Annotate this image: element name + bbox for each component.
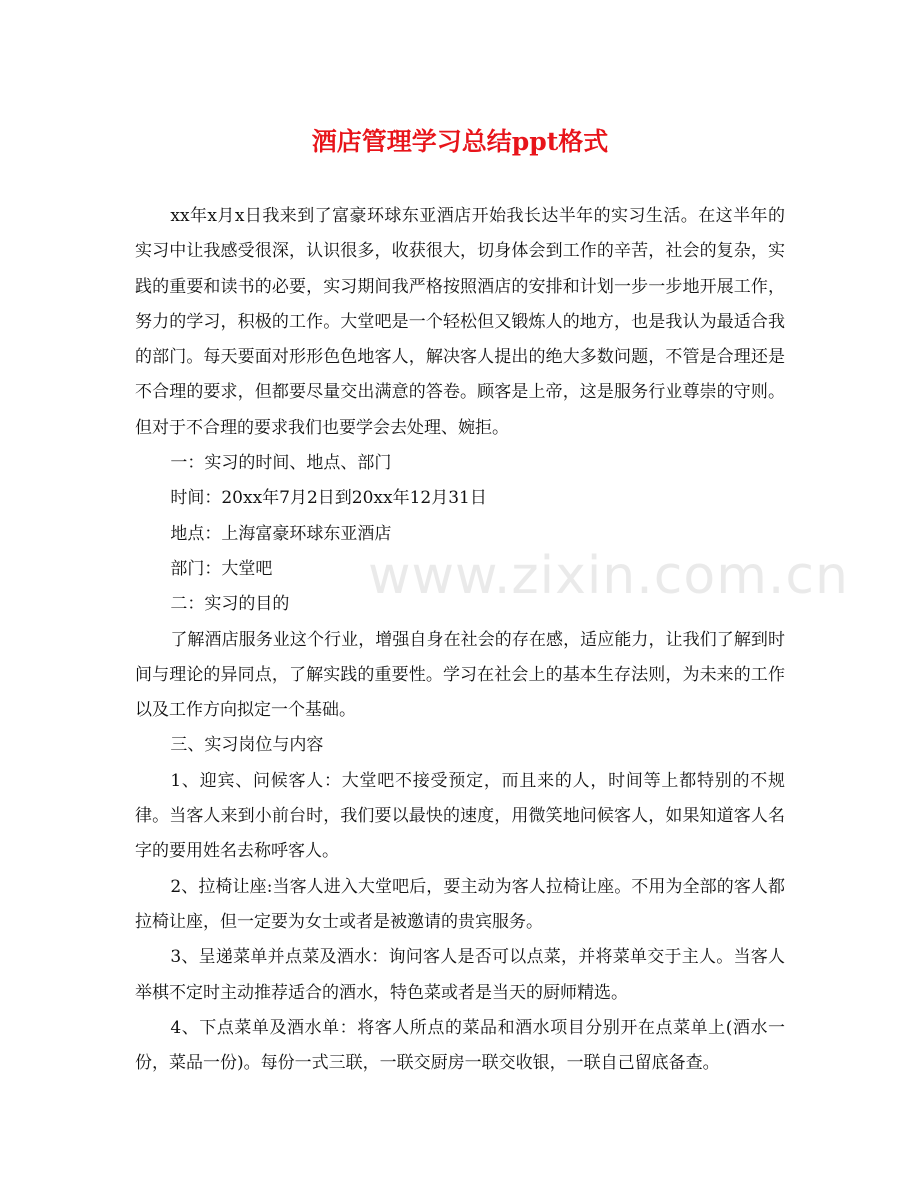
- paragraph-intro: xx年x月x日我来到了富豪环球东亚酒店开始我长达半年的实习生活。在这半年的实习中让我感受很深，认识很多，收获很大，切身体会到工作的辛苦，社会的复杂，实践的重要和读书的必要，实习期间我严格按照酒店的安排和计划一步一步地开展工作，努力的学习，积极的工作。大堂吧是一个轻松但又锻炼人的地方，也是我认为最适合我的部门。每天要面对形形色色地客人，解决客人提出的绝大多数问题，不管是合理还是不合理的要求，但都要尽量交出满意的答卷。顾客是上帝，这是服务行业尊崇的守则。但对于不合理的要求我们也要学会去处理、婉拒。: [135, 206, 785, 438]
- paragraph-item-3: 3、呈递菜单并点菜及酒水：询问客人是否可以点菜，并将菜单交于主人。当客人举棋不定时主动推荐适合的酒水，特色菜或者是当天的厨师精选。: [135, 947, 785, 1003]
- info-time: 时间：20xx年7月2日到20xx年12月31日: [170, 488, 487, 509]
- paragraph-item-2: 2、拉椅让座:当客人进入大堂吧后，要主动为客人拉椅让座。不用为全部的客人都拉椅让座，但一定要为女士或者是被邀请的贵宾服务。: [135, 876, 785, 932]
- heading-section-1: 一：实习的时间、地点、部门: [170, 453, 392, 474]
- heading-section-3: 三、实习岗位与内容: [170, 735, 324, 756]
- info-location: 地点：上海富豪环球东亚酒店: [170, 523, 392, 544]
- watermark-text: www.zixin.com.cn: [368, 546, 849, 606]
- paragraph-item-1: 1、迎宾、问候客人：大堂吧不接受预定，而且来的人，时间等上都特别的不规律。当客人来到小前台时，我们要以最快的速度，用微笑地问候客人，如果知道客人名字的要用姓名去称呼客人。: [135, 770, 785, 862]
- paragraph-item-4: 4、下点菜单及酒水单：将客人所点的菜品和酒水项目分别开在点菜单上(酒水一份，菜品一份)。每份一式三联，一联交厨房一联交收银，一联自己留底备查。: [135, 1017, 785, 1074]
- document-title: 酒店管理学习总结ppt格式: [311, 127, 609, 156]
- paragraph-purpose: 了解酒店服务业这个行业，增强自身在社会的存在感，适应能力，让我们了解到时间与理论的异同点，了解实践的重要性。学习在社会上的基本生存法则，为未来的工作以及工作方向拟定一个基础。: [135, 629, 785, 721]
- document-body: [135, 199, 785, 1081]
- info-department: 部门：大堂吧: [170, 558, 273, 579]
- heading-section-2: 二：实习的目的: [170, 594, 290, 615]
